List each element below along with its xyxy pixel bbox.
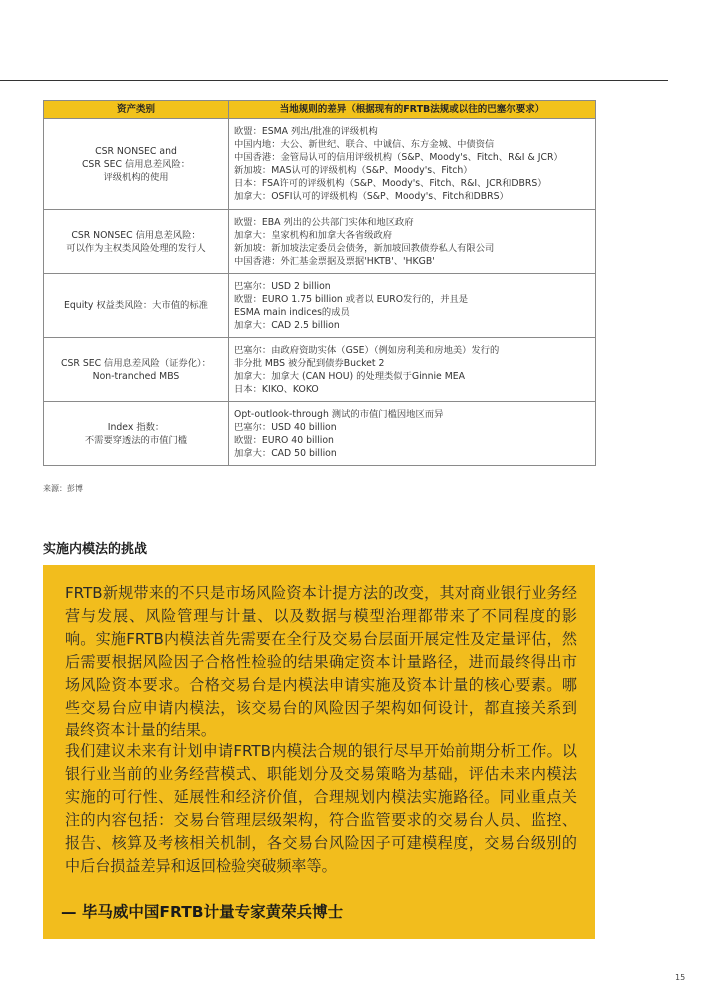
cell-line: 非分批 MBS 被分配到债券Bucket 2 xyxy=(234,357,385,369)
cell-line: CSR NONSEC 信用息差风险： xyxy=(71,229,201,241)
top-rule xyxy=(0,80,668,81)
cell-line: CSR SEC 信用息差风险（证券化）： xyxy=(61,357,211,369)
local-rules-table xyxy=(43,100,596,466)
cell-line: ESMA main indices的成员 xyxy=(234,306,350,318)
cell-line: 评级机构的使用 xyxy=(103,171,169,183)
cell-line: Opt-outlook-through 测试的市值门槛因地区而异 xyxy=(234,408,444,420)
rule-cell xyxy=(229,274,596,338)
cell-line: 欧盟：ESMA 列出/批准的评级机构 xyxy=(234,126,378,137)
cell-line: CSR NONSEC and xyxy=(95,145,177,157)
table-row xyxy=(44,402,596,466)
rule-cell xyxy=(229,210,596,274)
asset-class-cell xyxy=(44,274,229,338)
cell-line: 巴塞尔：由政府资助实体（GSE）（例如房利美和房地美）发行的 xyxy=(234,344,500,356)
cell-line: 加拿大：加拿大 (CAN HOU) 的处理类似于Ginnie MEA xyxy=(234,370,465,382)
page-number: 15 xyxy=(675,973,686,982)
cell-line: 巴塞尔：USD 2 billion xyxy=(234,280,331,292)
quote-signature: — 毕马威中国FRTB计量专家黄荣兵博士 xyxy=(61,903,344,921)
section-heading: 实施内模法的挑战 xyxy=(43,542,148,557)
cell-line: 巴塞尔：USD 40 billion xyxy=(234,421,337,433)
table-row xyxy=(44,119,596,210)
table-row xyxy=(44,274,596,338)
cell-line: 加拿大：CAD 50 billion xyxy=(234,447,337,459)
asset-class-cell xyxy=(44,402,229,466)
rule-cell xyxy=(229,338,596,402)
rule-cell xyxy=(229,402,596,466)
source-note: 来源：彭博 xyxy=(43,484,83,493)
cell-line: 欧盟：EBA 列出的公共部门实体和地区政府 xyxy=(234,216,414,228)
cell-line: 新加坡：新加坡法定委员会债务，新加坡回教债券私人有限公司 xyxy=(234,242,495,254)
cell-line: 新加坡：MAS认可的评级机构（S&P、Moody's、Fitch） xyxy=(234,165,473,176)
cell-line: 中国香港：外汇基金票据及票据'HKTB'、'HKGB' xyxy=(234,255,435,267)
cell-line: 加拿大：CAD 2.5 billion xyxy=(234,319,340,331)
quote-paragraph-1: FRTB新规带来的不只是市场风险资本计提方法的改变，其对商业银行业务经营与发展、风险管理与计量、以及数据与模型治理都带来了不同程度的影响。实施FRTB内模法首先需要在全行及交易台层面开展定性及定量评估，然后需要根据风险因子合格性检验的结果确定资本计量路径，进而最终得出市场风险资本要求。合格交易台是内模法申请实施及资本计量的核心要素。哪些交易台应申请内模法，该交易台的风险因子架构如何设计，都直接关系到最终资本计量的结果。 xyxy=(65,584,577,740)
cell-line: 日本：FSA许可的评级机构（S&P、Moody's、Fitch、R&I、JCR和DBRS） xyxy=(234,178,547,189)
cell-line: 加拿大：OSFI认可的评级机构（S&P、Moody's、Fitch和DBRS） xyxy=(234,191,509,202)
cell-line: CSR SEC 信用息差风险： xyxy=(81,158,191,170)
cell-line: Non-tranched MBS xyxy=(92,370,180,382)
quote-box xyxy=(43,565,595,939)
cell-line: 中国香港：金管局认可的信用评级机构（S&P、Moody's、Fitch、R&I & JCR） xyxy=(234,152,563,163)
asset-class-cell xyxy=(44,338,229,402)
cell-line: 中国内地：大公、新世纪、联合、中诚信、东方金城、中债资信 xyxy=(234,139,495,150)
table-row xyxy=(44,338,596,402)
cell-line: 可以作为主权类风险处理的发行人 xyxy=(66,242,206,254)
header-local-differences: 当地规则的差异（根据现有的FRTB法规或以往的巴塞尔要求） xyxy=(229,101,596,119)
asset-class-cell xyxy=(44,210,229,274)
rule-cell xyxy=(229,119,596,210)
quote-paragraph-2: 我们建议未来有计划申请FRTB内模法合规的银行尽早开始前期分析工作。以银行业当前的业务经营模式、职能划分及交易策略为基础，评估未来内模法实施的可行性、延展性和经济价值，合理规划内模法实施路径。同业重点关注的内容包括：交易台管理层级架构，符合监管要求的交易台人员、监控、报告、核算及考核相关机制，各交易台风险因子可建模程度，交易台级别的中后台损益差异和返回检验突破频率等。 xyxy=(65,742,577,875)
table-header-row xyxy=(44,101,596,119)
cell-line: 加拿大：皇家机构和加拿大各省级政府 xyxy=(234,229,393,241)
cell-line: Index 指数： xyxy=(107,421,165,433)
cell-line: 不需要穿透法的市值门槛 xyxy=(84,434,188,446)
cell-line: 欧盟：EURO 1.75 billion 或者以 EURO发行的，并且是 xyxy=(234,293,469,305)
cell-line: 日本：KIKO、KOKO xyxy=(234,383,319,395)
cell-line: Equity 权益类风险：大市值的标准 xyxy=(64,300,208,311)
asset-class-cell xyxy=(44,119,229,210)
cell-line: 欧盟：EURO 40 billion xyxy=(234,434,334,446)
header-asset-class: 资产类别 xyxy=(44,101,229,119)
table-row xyxy=(44,210,596,274)
